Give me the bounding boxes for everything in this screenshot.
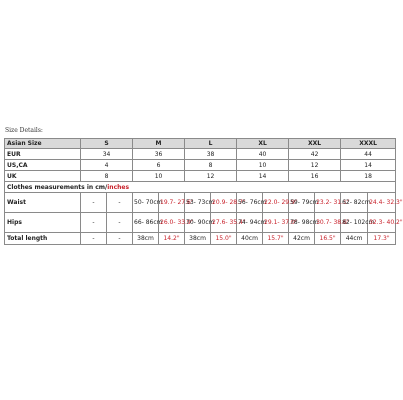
cell: 8 — [185, 160, 237, 171]
cell-cm: 62- 82cm — [341, 193, 368, 213]
cell-cm: 44cm — [341, 233, 368, 245]
header-row — [5, 139, 396, 149]
section-prefix: Clothes measurements in cm/ — [7, 183, 108, 191]
size-details-heading: Size Details: — [5, 127, 43, 134]
row-waist — [5, 193, 396, 213]
size-xxxl: XXXL — [341, 139, 396, 149]
cell: - — [81, 193, 107, 213]
row-label: Hips — [5, 213, 81, 233]
cell-inches: 14.2" — [159, 233, 185, 245]
section-inches: inches — [107, 183, 130, 191]
cell: - — [107, 233, 133, 245]
cell: 10 — [133, 171, 185, 182]
cell-inches: 16.5" — [315, 233, 341, 245]
cell: - — [107, 213, 133, 233]
cell-inches: 19.7- 27.6" — [159, 193, 185, 213]
cell-cm: 50- 70cm — [133, 193, 159, 213]
cell-cm: 42cm — [289, 233, 315, 245]
cell: 8 — [81, 171, 133, 182]
row-hips — [5, 213, 396, 233]
cell-inches: 15.0" — [211, 233, 237, 245]
cell-cm: 53- 73cm — [185, 193, 211, 213]
cell: 4 — [81, 160, 133, 171]
row-uk — [5, 171, 396, 182]
cell: 18 — [341, 171, 396, 182]
cell: - — [81, 233, 107, 245]
cell-cm: 56- 76cm — [237, 193, 263, 213]
cell-cm: 66- 86cm — [133, 213, 159, 233]
cell-inches: 17.3" — [368, 233, 396, 245]
cell-inches: 30.7- 38.6" — [315, 213, 341, 233]
size-s: S — [81, 139, 133, 149]
size-xxl: XXL — [289, 139, 341, 149]
row-total-length — [5, 233, 396, 245]
row-label: Waist — [5, 193, 81, 213]
cell-cm: 78- 98cm — [289, 213, 315, 233]
cell: 14 — [237, 171, 289, 182]
cell: 14 — [341, 160, 396, 171]
cell-cm: 40cm — [237, 233, 263, 245]
row-label: US,CA — [5, 160, 81, 171]
cell-inches: 32.3- 40.2" — [368, 213, 396, 233]
cell-cm: 82- 102cm — [341, 213, 368, 233]
cell: 16 — [289, 171, 341, 182]
cell: 12 — [289, 160, 341, 171]
row-label: Total length — [5, 233, 81, 245]
header-label: Asian Size — [5, 139, 81, 149]
measurements-section-title — [5, 182, 396, 193]
cell-inches: 15.7" — [263, 233, 289, 245]
cell: 40 — [237, 149, 289, 160]
size-l: L — [185, 139, 237, 149]
size-chart-table — [4, 138, 403, 245]
cell-cm: 74- 94cm — [237, 213, 263, 233]
cell-cm: 38cm — [133, 233, 159, 245]
cell-cm: 38cm — [185, 233, 211, 245]
cell: 38 — [185, 149, 237, 160]
cell: 34 — [81, 149, 133, 160]
cell-inches: 23.2- 31.1" — [315, 193, 341, 213]
row-eur — [5, 149, 396, 160]
cell: - — [107, 193, 133, 213]
cell: 42 — [289, 149, 341, 160]
cell-inches: 22.0- 29.9" — [263, 193, 289, 213]
cell-cm: 59- 79cm — [289, 193, 315, 213]
cell-inches: 27.6- 35.4" — [211, 213, 237, 233]
row-label: EUR — [5, 149, 81, 160]
cell-inches: 24.4- 32.3" — [368, 193, 396, 213]
measurements-section-row — [5, 182, 396, 193]
cell-inches: 26.0- 33.9" — [159, 213, 185, 233]
cell: 12 — [185, 171, 237, 182]
cell: 10 — [237, 160, 289, 171]
cell: 36 — [133, 149, 185, 160]
cell: 44 — [341, 149, 396, 160]
cell: 6 — [133, 160, 185, 171]
row-label: UK — [5, 171, 81, 182]
row-us-ca — [5, 160, 396, 171]
cell-inches: 29.1- 37.0" — [263, 213, 289, 233]
size-m: M — [133, 139, 185, 149]
cell: - — [81, 213, 107, 233]
cell-cm: 70- 90cm — [185, 213, 211, 233]
cell-inches: 20.9- 28.7" — [211, 193, 237, 213]
size-xl: XL — [237, 139, 289, 149]
